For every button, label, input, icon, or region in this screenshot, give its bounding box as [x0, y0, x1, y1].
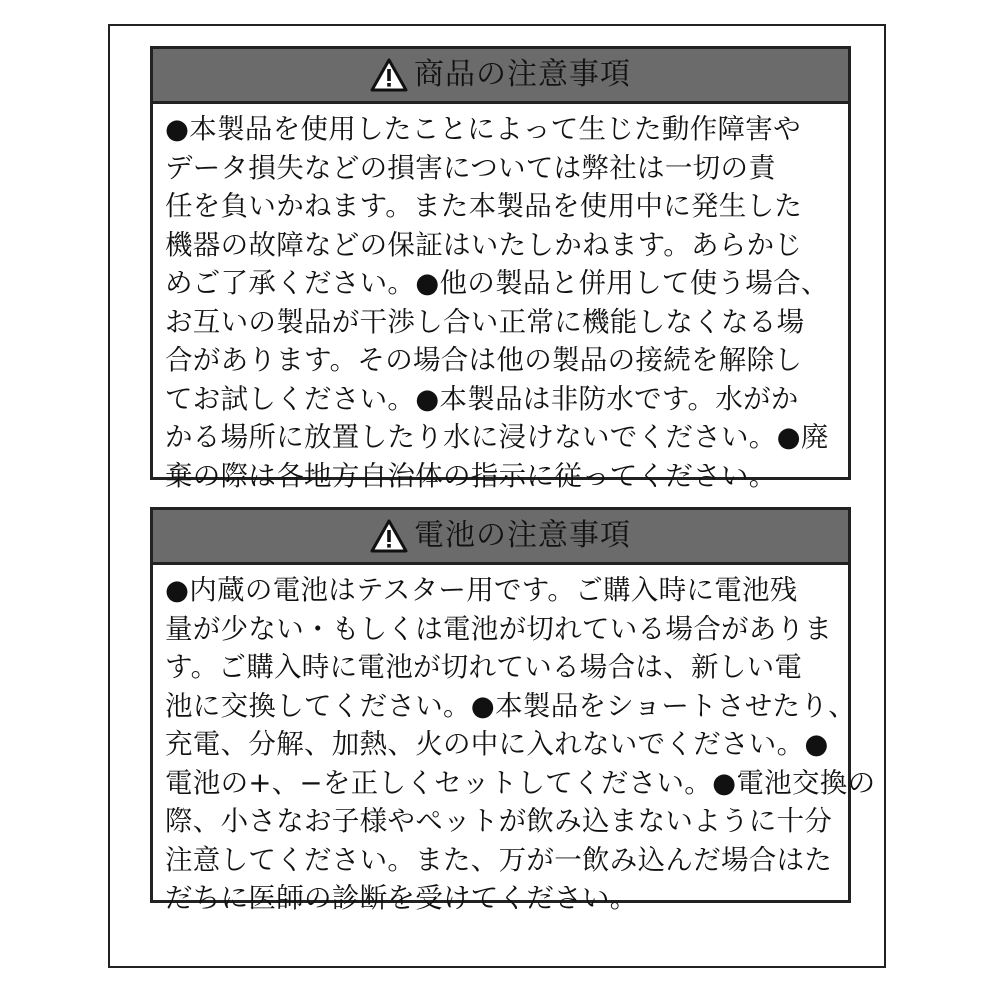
battery-notice-header	[153, 510, 848, 565]
warning-triangle-icon	[370, 519, 408, 553]
body-line: 量が少ない・もしくは電池が切れている場合がありま	[165, 612, 833, 645]
body-line: てお試しください。●本製品は非防水です。水がか	[165, 382, 799, 415]
body-line: データ損失などの損害については弊社は一切の責	[165, 151, 777, 184]
body-line: 充電、分解、加熱、火の中に入れないでください。●	[165, 728, 829, 760]
body-line: だちに医師の診断を受けてください。	[165, 882, 638, 914]
battery-notice-body	[153, 565, 876, 918]
body-line: 注意してください。また、万が一飲み込んだ場合はた	[165, 843, 833, 876]
body-line: ●内蔵の電池はテスター用です。ご購入時に電池残	[165, 574, 798, 606]
body-line: かる場所に放置したり水に浸けないでください。●廃	[165, 421, 829, 453]
body-line: 池に交換してください。●本製品をショートさせたり、	[165, 689, 856, 722]
battery-notice-box	[150, 507, 876, 914]
body-line: 機器の故障などの保証はいたしかねます。あらかじ	[165, 228, 803, 261]
warning-triangle-icon	[370, 58, 408, 92]
body-line: お互いの製品が干渉し合い正常に機能しなくなる場	[165, 305, 805, 338]
body-line: ●本製品を使用したことによって生じた動作障害や	[165, 113, 801, 145]
body-line: 際、小さなお子様やペットが飲み込まないように十分	[165, 805, 833, 837]
body-line: す。ご購入時に電池が切れている場合は、新しい電	[165, 651, 803, 683]
body-line: 電池の+、−を正しくセットしてください。●電池交換の	[165, 766, 876, 799]
body-line: 合があります。その場合は他の製品の接続を解除し	[165, 344, 803, 376]
body-line: 棄の際は各地方自治体の指示に従ってください。	[165, 459, 777, 492]
product-notice-header	[153, 49, 848, 104]
body-line: めご了承ください。●他の製品と併用して使う場合、	[165, 267, 829, 299]
product-notice-box	[150, 46, 851, 492]
body-line: 任を負いかねます。また本製品を使用中に発生した	[165, 190, 803, 222]
product-notice-body	[153, 104, 848, 495]
product-notice-title: 商品の注意事項	[414, 57, 631, 92]
battery-notice-title: 電池の注意事項	[414, 518, 631, 553]
